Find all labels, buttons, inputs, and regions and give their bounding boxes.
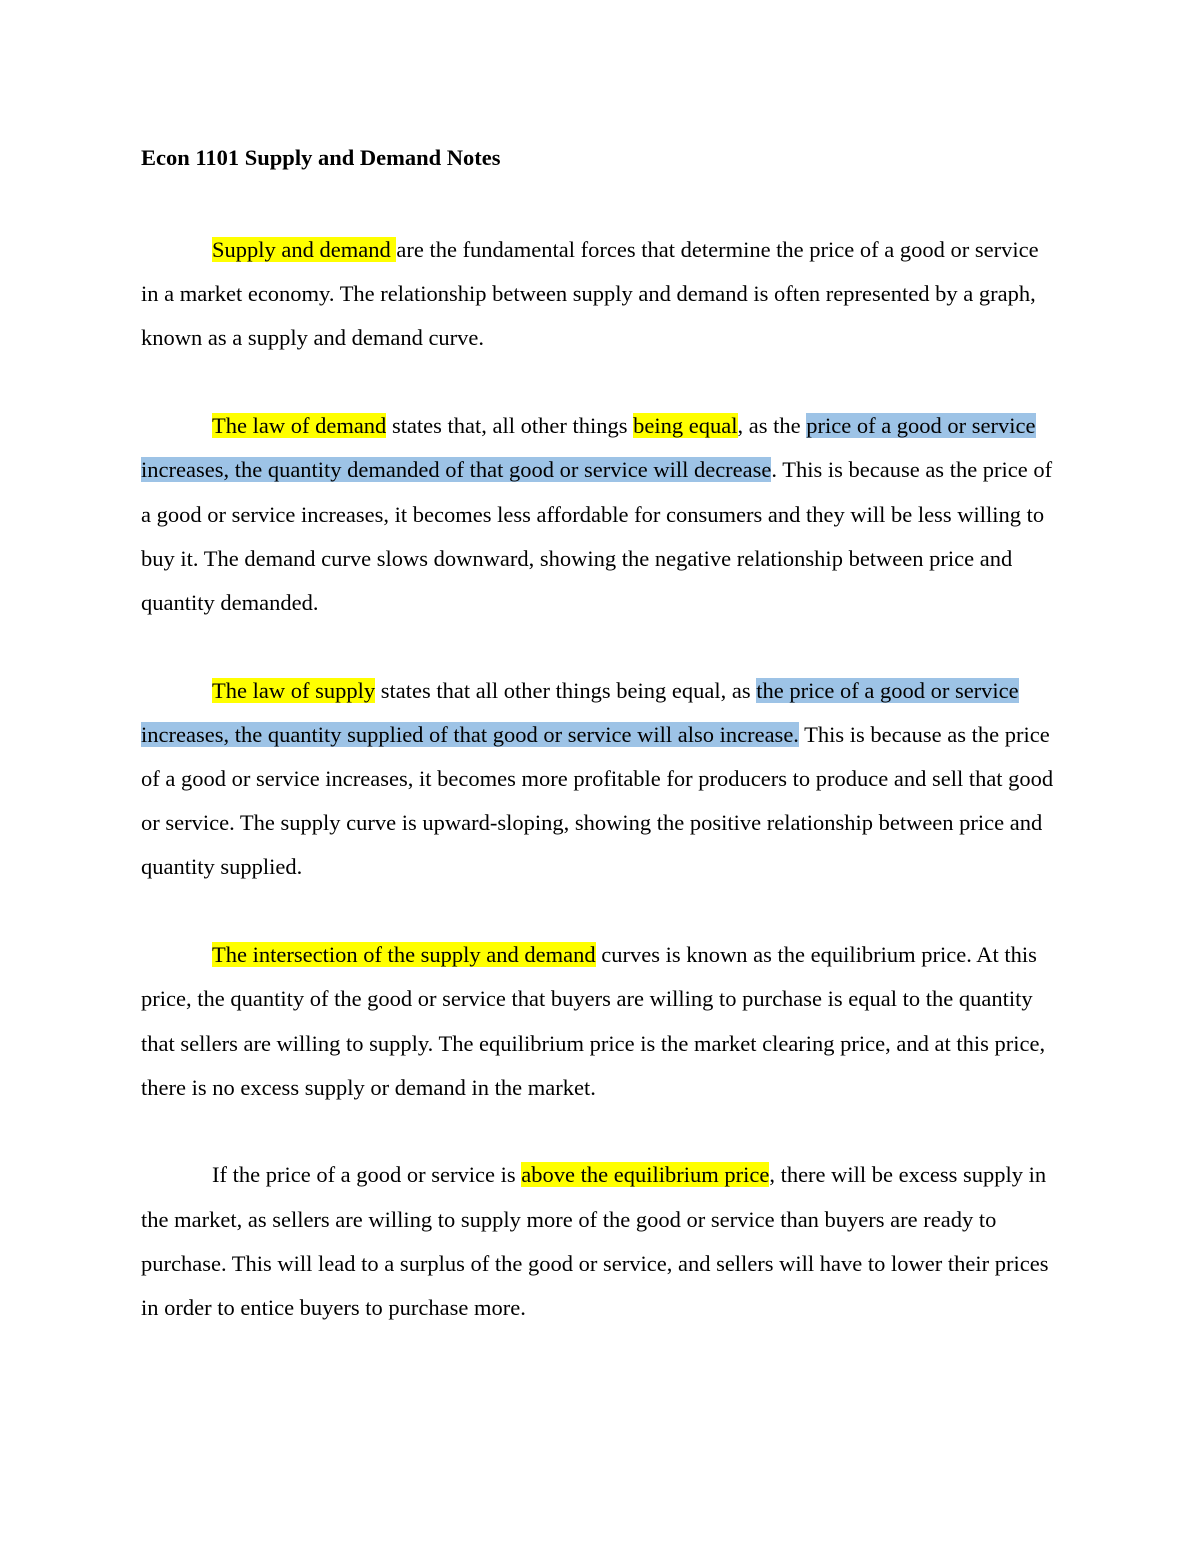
paragraph-text: , there will be excess supply in the market, as sellers are willing to supply more of the good or service than buyers are ready to purchase. This will lead to a surplus of the good or service, and sellers will have to lower their prices in order to entice buyers to purchase more.	[141, 1162, 1049, 1321]
paragraph-list	[141, 228, 1061, 1330]
paragraph-text: , as the	[737, 413, 807, 439]
paragraph-text: . This is because as the price of a good or service increases, it becomes less affordable for consumers and they will be less willing to buy it. The demand curve slows downward, showing the negative relationship between price and quantity demanded.	[141, 457, 1053, 615]
document-body	[141, 140, 1061, 1374]
highlighted-text-yellow: The law of demand	[212, 413, 387, 439]
highlighted-text-yellow: The intersection of the supply and demand	[212, 942, 596, 968]
paragraph-5	[141, 1153, 1061, 1330]
paragraph-text: curves is known as the equilibrium price. At this price, the quantity of the good or service that buyers are willing to purchase is equal to the quantity that sellers are willing to supply. The equilibrium price is the market clearing price, and at this price, there is no excess supply or demand in the market.	[141, 942, 1046, 1100]
paragraph-text: This is because as the price of a good or service increases, it becomes more profitable for producers to produce and sell that good or service. The supply curve is upward-sloping, showing the positive relationship between price and quantity supplied.	[141, 721, 1054, 880]
paragraph-4	[141, 933, 1061, 1110]
document-title: Econ 1101 Supply and Demand Notes	[141, 145, 501, 170]
paragraph-3	[141, 669, 1061, 890]
paragraph-2	[141, 404, 1061, 625]
paragraph-text: states that all other things being equal, as	[375, 677, 757, 703]
paragraph-text: are the fundamental forces that determine the price of a good or service in a market economy. The relationship between supply and demand is often represented by a graph, known as a supply and demand curve.	[141, 237, 1039, 351]
highlighted-text-yellow: being equal	[633, 413, 738, 439]
paragraph-text: states that, all other things	[386, 413, 634, 439]
highlighted-text-blue: the price of a good or service increases, the quantity supplied of that good or service will also increase.	[141, 677, 1019, 747]
highlighted-text-blue: price of a good or service increases, the quantity demanded of that good or service will decrease	[141, 413, 1036, 483]
paragraph-text: If the price of a good or service is	[212, 1162, 522, 1188]
highlighted-text-yellow: The law of supply	[212, 677, 376, 703]
highlighted-text-yellow: above the equilibrium price	[521, 1162, 770, 1188]
highlighted-text-yellow: Supply and demand	[212, 237, 397, 262]
paragraph-1	[141, 228, 1061, 361]
